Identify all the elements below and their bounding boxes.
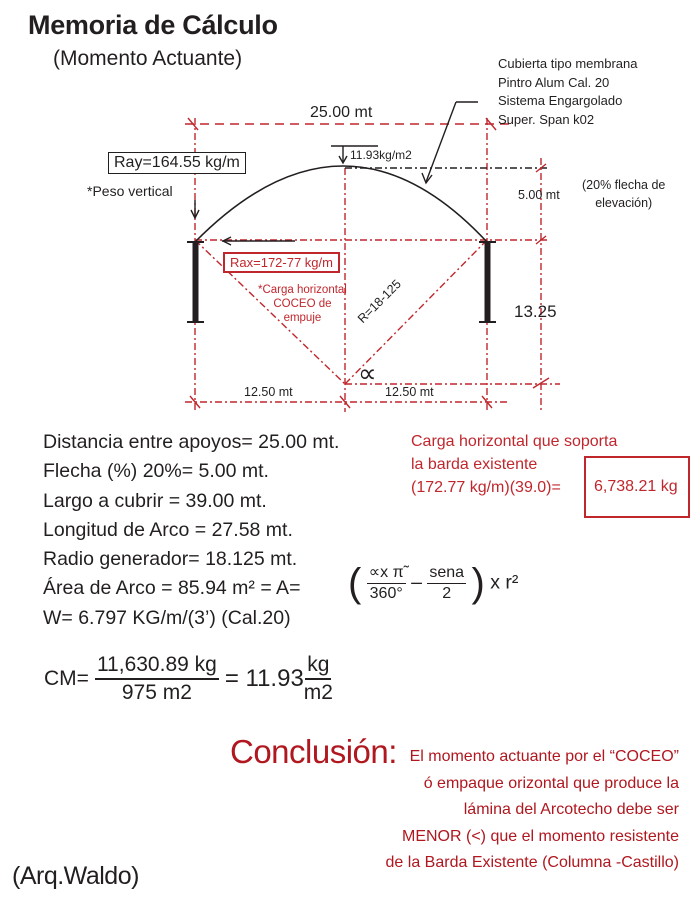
carga-note-line: *Carga horizontal [258, 284, 347, 296]
rax-reaction-box: Rax=172-77 kg/m [223, 252, 340, 273]
cm-label: CM= [44, 667, 89, 690]
radius-label: R=18-125 [355, 276, 404, 326]
open-paren: ( [348, 561, 362, 605]
conclusion-line: El momento actuante por el “COCEO” [409, 748, 679, 765]
fraction-denominator: 975 m2 [121, 681, 192, 704]
peso-vertical-note: *Peso vertical [87, 183, 173, 199]
rise-dimension: 5.00 mt [518, 188, 560, 202]
conclusion-text [386, 744, 679, 877]
horizontal-load-line: Carga horizontal que soporta [411, 433, 618, 450]
area-formula [348, 561, 518, 606]
calc-line: W= 6.797 KG/m/(3’) (Cal.20) [43, 606, 291, 629]
conclusion-line: lámina del Arcotecho debe ser [463, 801, 679, 818]
horizontal-load-result: 6,738.21 kg [594, 478, 678, 495]
fraction-numerator: 11,630.89 kg [95, 652, 219, 680]
cm-result: = 11.93 [224, 665, 304, 692]
height-dimension: 13.25 [514, 302, 557, 321]
half-span-left: 12.50 mt [244, 385, 293, 399]
conclusion-line: de la Barda Existente (Columna -Castillo) [385, 854, 679, 871]
close-paren: ) [471, 561, 485, 605]
calc-line: Flecha (%) 20%= 5.00 mt. [43, 460, 269, 483]
page-title: Memoria de Cálculo [28, 10, 278, 40]
carga-note-line: COCEO de [273, 298, 332, 310]
rise-note [582, 176, 665, 212]
load-label: 11.93kg/m2 [350, 148, 412, 162]
material-callout [498, 55, 637, 129]
callout-line: Sistema Engargolado [498, 93, 623, 108]
cm-fraction [95, 652, 219, 706]
fraction-denominator: 2 [442, 585, 452, 602]
fraction-sine [427, 563, 466, 604]
fraction-angle [367, 563, 406, 604]
callout-line: Pintro Alum Cal. 20 [498, 74, 610, 90]
alpha-angle-icon: ∝ [358, 358, 377, 388]
horizontal-load-note [258, 283, 347, 325]
fraction-numerator: sena [427, 563, 466, 584]
minus-sign: – [411, 571, 422, 594]
calc-line: Área de Arco = 85.94 m² = A= [43, 577, 301, 600]
horizontal-load-line: (172.77 kg/m)(39.0)= [411, 479, 561, 496]
fraction-numerator: ∝x π̃ [367, 563, 406, 584]
horizontal-load-line: la barda existente [411, 456, 538, 473]
calculation-list [43, 428, 339, 633]
dead-load-formula [44, 652, 333, 706]
author-signature: (Arq.Waldo) [12, 862, 139, 890]
callout-line: Cubierta tipo membrana [498, 56, 638, 71]
rise-note-line: elevación) [595, 196, 653, 210]
carga-note-line: empuje [283, 312, 322, 324]
calc-line: Distancia entre apoyos= 25.00 mt. [43, 431, 340, 453]
calc-line: Radio generador= 18.125 mt. [43, 548, 298, 571]
conclusion-heading: Conclusión: [230, 733, 397, 770]
half-span-right: 12.50 mt [385, 385, 434, 399]
calc-line: Largo a cubrir = 39.00 mt. [43, 489, 267, 512]
fraction-denominator: 360° [369, 585, 403, 602]
page-subtitle: (Momento Actuante) [53, 47, 243, 70]
radius-squared: x r² [490, 571, 519, 594]
fraction-numerator: kg [305, 652, 331, 680]
cm-unit-fraction [304, 652, 333, 706]
span-dimension: 25.00 mt [310, 104, 373, 121]
conclusion-line: ó empaque orizontal que produce la [423, 774, 679, 792]
rise-note-line: (20% flecha de [582, 178, 666, 192]
calc-line: Longitud de Arco = 27.58 mt. [43, 518, 293, 541]
conclusion-line: MENOR (<) que el momento resistente [402, 827, 679, 845]
fraction-denominator: m2 [303, 681, 333, 704]
ray-reaction-box: Ray=164.55 kg/m [108, 152, 246, 174]
callout-line: Super. Span k02 [498, 111, 595, 127]
